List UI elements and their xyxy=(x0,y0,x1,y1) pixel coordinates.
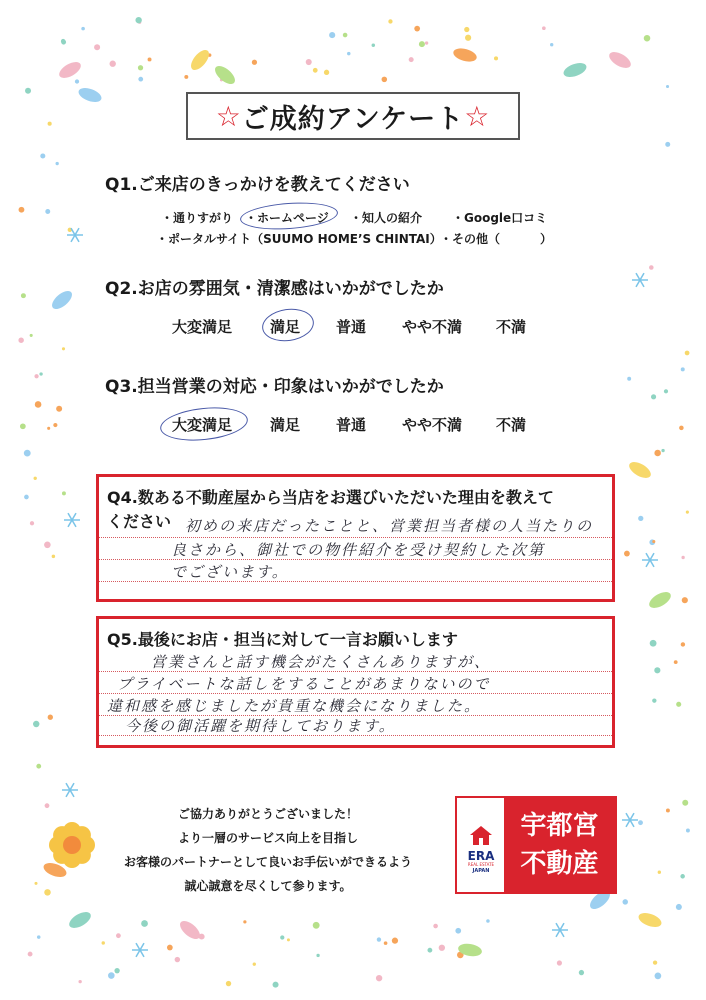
leaf-decoration xyxy=(77,85,104,104)
dot-decoration xyxy=(664,389,668,393)
dot-decoration xyxy=(674,660,678,664)
era-roof-icon xyxy=(468,824,494,846)
dot-decoration xyxy=(226,981,231,986)
dot-decoration xyxy=(24,450,31,457)
dot-decoration xyxy=(654,667,660,673)
dot-decoration xyxy=(624,551,630,557)
thanks-line-2: より一層のサービス向上を目指し xyxy=(177,831,358,845)
q2-rating-neutral: 普通 xyxy=(336,318,367,336)
dot-decoration xyxy=(34,374,38,378)
dot-decoration xyxy=(433,924,438,929)
dot-decoration xyxy=(651,394,656,399)
dot-decoration xyxy=(414,26,420,32)
dot-decoration xyxy=(464,27,469,32)
thanks-line-3: お客様のパートナーとして良いお手伝いができるよう xyxy=(123,855,412,869)
dot-decoration xyxy=(175,957,180,962)
dot-decoration xyxy=(376,975,382,981)
q4-question-line2: ください xyxy=(107,512,172,531)
dot-decoration xyxy=(627,377,631,381)
q1-option-referral: ・知人の紹介 xyxy=(350,211,423,225)
dot-decoration xyxy=(655,973,662,980)
dot-decoration xyxy=(306,59,312,65)
dot-decoration xyxy=(494,56,498,60)
dot-decoration xyxy=(19,207,25,213)
leaf-decoration xyxy=(188,47,213,73)
dot-decoration xyxy=(75,79,79,83)
q3-rating-neutral: 普通 xyxy=(336,416,367,434)
q1-option-homepage: ・ホームページ xyxy=(245,211,329,225)
dot-decoration xyxy=(329,32,335,38)
dot-decoration xyxy=(679,426,684,431)
dot-decoration xyxy=(167,945,173,951)
q1-option-portal: ・ポータルサイト（SUUMO HOME’S CHINTAI） xyxy=(156,232,442,246)
dot-decoration xyxy=(658,871,661,874)
dot-decoration xyxy=(280,935,284,939)
q5-handwritten-line2: プライベートな話しをすることがあまりないので xyxy=(117,675,491,693)
dot-decoration xyxy=(638,820,643,825)
dot-decoration xyxy=(649,265,654,270)
dot-decoration xyxy=(579,970,584,975)
dot-decoration xyxy=(21,293,26,298)
dot-decoration xyxy=(652,698,656,702)
q2-rating-very-satisfied: 大変満足 xyxy=(172,318,233,336)
q1-option-google: ・Google口コミ xyxy=(452,211,548,225)
q2-rating-satisfied: 満足 xyxy=(270,318,301,336)
dot-decoration xyxy=(676,904,682,910)
dot-decoration xyxy=(439,945,445,951)
q5-handwritten-line1: 営業さんと話す機会がたくさんありますが、 xyxy=(151,653,492,671)
leaf-decoration xyxy=(49,288,75,313)
dot-decoration xyxy=(652,540,655,543)
dot-decoration xyxy=(425,41,428,44)
dot-decoration xyxy=(33,721,39,727)
dot-decoration xyxy=(108,972,115,979)
q4-handwritten-line2: 良さから、御社での物件紹介を受け契約した次第 xyxy=(171,541,546,559)
dot-decoration xyxy=(56,406,62,412)
q3-rating-dissatisfied: 不満 xyxy=(496,416,527,434)
dot-decoration xyxy=(384,941,388,945)
dot-decoration xyxy=(62,491,66,495)
title-text: ご成約アンケート xyxy=(241,103,465,135)
company-name-line1: 宇都宮 xyxy=(520,811,599,841)
q3-rating-slightly-dissatisfied: やや不満 xyxy=(402,416,463,434)
page-title xyxy=(186,92,520,140)
dot-decoration xyxy=(654,450,661,457)
dot-decoration xyxy=(45,803,50,808)
dot-decoration xyxy=(347,52,350,55)
dot-decoration xyxy=(650,640,657,647)
dot-decoration xyxy=(47,427,50,430)
dot-decoration xyxy=(681,556,684,559)
dot-decoration xyxy=(148,57,152,61)
dot-decoration xyxy=(682,800,688,806)
dot-decoration xyxy=(39,372,42,375)
dot-decoration xyxy=(34,882,37,885)
dot-decoration xyxy=(138,77,143,82)
q2-rating-slightly-dissatisfied: やや不満 xyxy=(402,318,463,336)
dot-decoration xyxy=(138,65,143,70)
company-name-block xyxy=(504,798,615,892)
dot-decoration xyxy=(686,829,690,833)
q5-handwritten-line3: 違和感を感じましたが貴重な機会になりました。 xyxy=(107,697,482,715)
dot-decoration xyxy=(392,938,398,944)
dot-decoration xyxy=(409,57,414,62)
dot-decoration xyxy=(20,423,26,429)
dot-decoration xyxy=(55,162,58,165)
dot-decoration xyxy=(343,33,348,38)
leaf-decoration xyxy=(452,46,478,64)
leaf-decoration xyxy=(67,909,94,931)
q4-answer-box xyxy=(96,474,615,602)
dot-decoration xyxy=(110,61,116,67)
dot-decoration xyxy=(52,555,55,558)
q4-question-line1: Q4.数ある不動産屋から当店をお選びいただいた理由を教えて xyxy=(107,488,554,507)
dot-decoration xyxy=(542,26,546,30)
dot-decoration xyxy=(48,715,53,720)
company-logo xyxy=(455,796,617,894)
dot-decoration xyxy=(35,401,42,408)
dot-decoration xyxy=(28,952,33,957)
dot-decoration xyxy=(114,968,119,973)
dot-decoration xyxy=(253,962,256,965)
dot-decoration xyxy=(45,209,50,214)
company-name-line2: 不動産 xyxy=(520,849,599,879)
star-icon-right: ☆ xyxy=(464,99,491,133)
dot-decoration xyxy=(622,899,627,904)
dot-decoration xyxy=(243,920,246,923)
dot-decoration xyxy=(682,597,688,603)
dot-decoration xyxy=(666,85,669,88)
dot-decoration xyxy=(465,35,471,41)
dot-decoration xyxy=(372,44,375,47)
q3-question: Q3.担当営業の対応・印象はいかがでしたか xyxy=(105,377,444,397)
era-sub: REAL ESTATE xyxy=(467,862,495,867)
dot-decoration xyxy=(48,122,52,126)
q1-option-other-close: ） xyxy=(540,232,553,246)
dot-decoration xyxy=(324,70,329,75)
dot-decoration xyxy=(486,919,490,923)
dot-decoration xyxy=(686,511,689,514)
dot-decoration xyxy=(94,44,100,50)
dot-decoration xyxy=(18,337,23,342)
dot-decoration xyxy=(24,495,29,500)
dot-decoration xyxy=(419,41,425,47)
q3-rating-satisfied: 満足 xyxy=(270,416,301,434)
dot-decoration xyxy=(116,933,121,938)
q2-question: Q2.お店の雰囲気・清潔感はいかがでしたか xyxy=(105,279,444,299)
dot-decoration xyxy=(382,77,388,83)
dot-decoration xyxy=(184,75,188,79)
dot-decoration xyxy=(287,938,290,941)
era-brand: ERA xyxy=(467,849,495,863)
leaf-decoration xyxy=(212,63,238,88)
dot-decoration xyxy=(653,960,657,964)
thanks-line-1: ご協力ありがとうございました！ xyxy=(177,807,358,821)
dot-decoration xyxy=(388,19,392,23)
dot-decoration xyxy=(377,937,381,941)
dot-decoration xyxy=(676,702,681,707)
dot-decoration xyxy=(427,948,432,953)
dot-decoration xyxy=(78,980,81,983)
q3-rating-very-satisfied: 大変満足 xyxy=(172,416,233,434)
dot-decoration xyxy=(661,449,664,452)
dot-decoration xyxy=(102,941,105,944)
q1-question: Q1.ご来店のきっかけを教えてください xyxy=(105,175,410,195)
q4-handwritten-line3: でございます。 xyxy=(171,563,289,581)
dot-decoration xyxy=(53,423,57,427)
dot-decoration xyxy=(681,642,685,646)
dot-decoration xyxy=(313,68,318,73)
dot-decoration xyxy=(61,39,65,43)
dot-decoration xyxy=(25,88,31,94)
dot-decoration xyxy=(685,351,690,356)
q5-question: Q5.最後にお店・担当に対して一言お願いします xyxy=(107,630,458,649)
dot-decoration xyxy=(141,920,148,927)
dot-decoration xyxy=(557,960,562,965)
dot-decoration xyxy=(638,516,643,521)
era-logo xyxy=(461,824,501,874)
dot-decoration xyxy=(680,874,685,879)
leaf-decoration xyxy=(627,459,654,481)
dot-decoration xyxy=(40,153,45,158)
dot-decoration xyxy=(44,889,51,896)
dot-decoration xyxy=(30,521,34,525)
leaf-decoration xyxy=(637,910,664,929)
q2-rating-dissatisfied: 不満 xyxy=(496,318,527,336)
q5-handwritten-line4: 今後の御活躍を期待しております。 xyxy=(125,717,396,735)
dot-decoration xyxy=(135,17,141,23)
thanks-message xyxy=(92,802,444,898)
dot-decoration xyxy=(313,922,320,929)
flower-center-decoration xyxy=(63,836,81,854)
q4-handwritten-line1: 初めの来店だったことと、営業担当者様の人当たりの xyxy=(185,517,594,535)
thanks-line-4: 誠心誠意を尽くして参ります。 xyxy=(184,879,352,893)
q4-rule-1 xyxy=(99,537,612,538)
dot-decoration xyxy=(62,347,65,350)
dot-decoration xyxy=(30,334,33,337)
era-country: JAPAN xyxy=(472,868,490,874)
dot-decoration xyxy=(37,935,40,938)
dot-decoration xyxy=(550,43,553,46)
leaf-decoration xyxy=(647,589,674,611)
dot-decoration xyxy=(316,954,319,957)
dot-decoration xyxy=(665,142,670,147)
dot-decoration xyxy=(273,982,279,988)
star-icon-left: ☆ xyxy=(215,99,242,133)
q1-option-other: ・その他（ xyxy=(440,232,501,246)
leaf-decoration xyxy=(607,49,634,71)
dot-decoration xyxy=(36,764,41,769)
dot-decoration xyxy=(81,27,85,31)
q5-answer-box xyxy=(96,616,615,748)
dot-decoration xyxy=(666,808,670,812)
dot-decoration xyxy=(252,60,257,65)
leaf-decoration xyxy=(562,60,589,79)
dot-decoration xyxy=(644,35,651,42)
leaf-decoration xyxy=(57,59,84,81)
dot-decoration xyxy=(681,367,685,371)
leaf-decoration xyxy=(177,918,203,943)
dot-decoration xyxy=(34,477,37,480)
q1-option-walkby: ・通りすがり xyxy=(161,211,234,225)
dot-decoration xyxy=(455,928,461,934)
dot-decoration xyxy=(44,542,51,549)
